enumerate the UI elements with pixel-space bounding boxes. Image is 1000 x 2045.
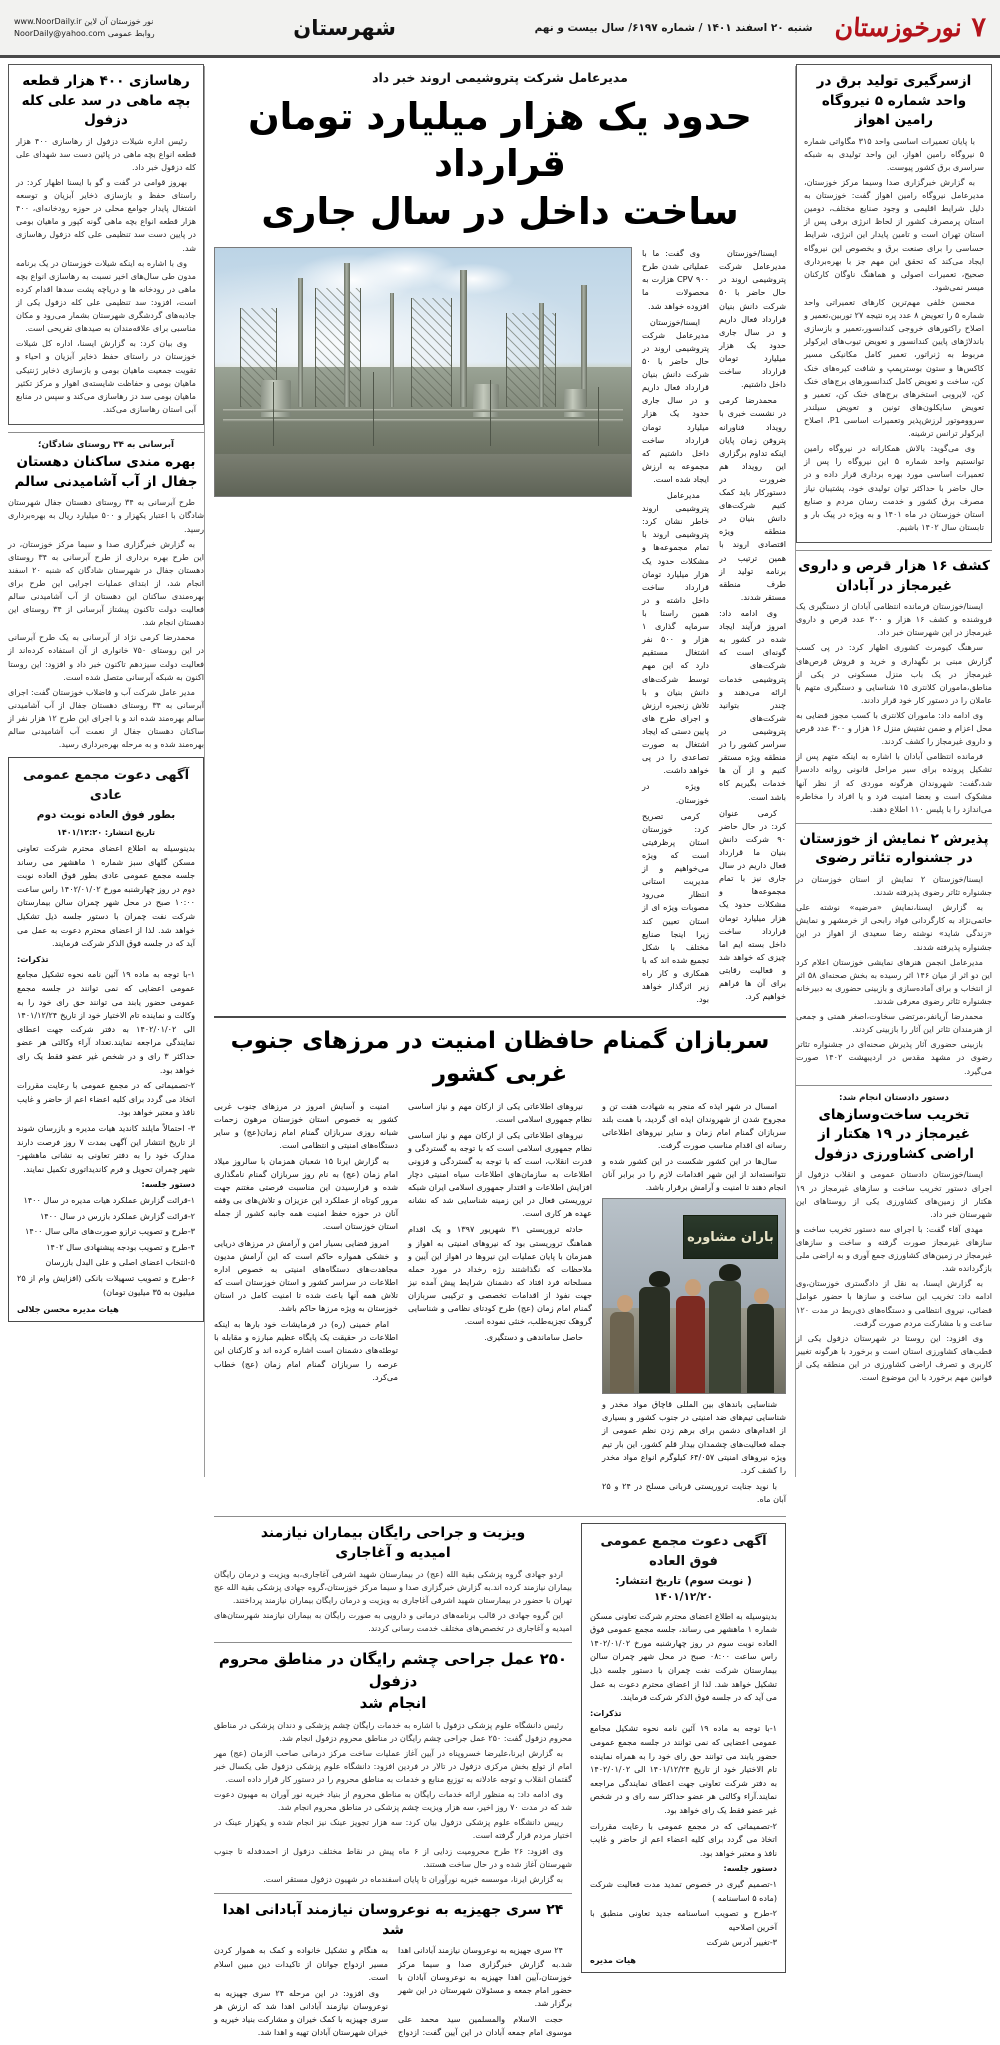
headline-line-1: حدود یک هزار میلیارد تومان قرارداد [248,95,752,186]
paragraph: سرهنگ کیومرث کشوری اظهار کرد: در پی کسب گزارش مبنی بر نگهداری و خرید و فروش قرص‌های غیرمجاز در یک باب منزل مسکونی در یکی از مناطق،ماموران کلانتری ۱۵ شناسایی و دستگیری متهم با عاملان را در دستور کار خود قرار دادند. [796,642,992,705]
kicker: آبرسانی به ۳۴ روستای شادگان؛ [38,439,174,450]
paragraph: نیروهای اطلاعاتی یکی از ارکان مهم و نیاز اساسی نظام جمهوری اسلامی است. [408,1100,592,1124]
left-column [8,64,204,1479]
bottom-article-dowry [214,1900,572,2041]
headline: ازسرگیری تولید برق در واحد شماره ۵ نیروگاه رامین اهواز [816,73,972,129]
paragraph: به گزارش خبرگزاری صدا وسیما مرکز خوزستان، مدیرعامل نیروگاه رامین اهواز گفت: خوزستان به دلیل شرایط اقلیمی و وجود صنایع مختلف، دومین استان پرمصرف کشور از لحاظ انرژی برقی پس از استان تهران است و تامین پایدار این انرژی، شرایط حساسی را برای صنعت برق و بخصوص این نیروگاه ایجاد می‌کند که تحقق این مهم جز با بهره‌برداری صحیح، تعمیرات اصولی و هماهنگ ناوگان کارکنان میسر نمی‌شود. [804,177,984,292]
paragraph: با پایان تعمیرات اساسی واحد ۳۱۵ مگاواتی شماره ۵ نیروگاه رامین اهواز، این واحد تولیدی به شبکه سراسری برق کشور پیوست. [804,135,984,172]
paragraph: فرمانده انتظامی آبادان با اشاره به اینکه متهم پس از تشکیل پرونده برای سیر مراحل قانونی روانه دادسرا شد،گفت: شهروندان هرگونه موردی که از نظر آنها مشکوک است و بعضا امنیت فرد و یا افراد را مخاطره می‌اندازد را با پلیس ۱۱۰ اطلاع دهند. [796,751,992,814]
mid-feature-article [214,1025,786,1509]
headline-line-2: انجام شد [359,1693,427,1712]
paragraph: ۲-تصمیماتی که در مجمع عمومی با رعایت مقررات اتخاذ می گردد برای کلیه اعضاء اعم از حاضر و غایب نافذ و معتبر خواهد بود. [590,1820,777,1858]
banner-text: باران مشاوره [687,1229,774,1245]
headline-line-1: ویزیت و جراحی رایگان بیماران نیازمند [260,1525,526,1542]
notes-label: تذکرات: [590,1707,622,1718]
paragraph: به گزارش ایرنا،علیرضا خسروپناه در آیین آغاز عملیات ساخت مرکز درمانی صاحب الزمان (عج) مهر امام از تولع بخش مرکزی دزفول در تالار در فردین افزود: دانشگاه علوم پزشکی دزفول طی یکسال خبر گفتمان انقلاب و توجه عادلانه به توزیع منابع و خدمات به مناطق محروم را در دستور کار قرار داده است. [214,1747,572,1784]
website-label: نور خوزستان آن لاین [84,16,154,26]
photo-banner [683,1215,778,1260]
headline: پذیرش ۲ نمایش از خوزستان در جشنواره تئاتر رضوی [799,830,989,867]
kicker: دستور دادستان انجام شد: [839,1092,949,1103]
right-article-theater-festival [796,830,992,1078]
masthead-contact [14,16,155,40]
paragraph: مدیرعامل انجمن هنرهای نمایشی خوزستان اعلام کرد این دو اثر از میان ۱۴۶ اثر رسیده به بخش صحنه‌ای ۵۸ اثر از انتخاب و برای آماده‌سازی و بازبینی حضوری به دبیرخانه جشنواره تئاتر رضوی معرفی شدند. [796,956,992,1006]
ad-round: ( نوبت سوم) [684,1575,752,1588]
divider [214,1516,786,1517]
mid-feature-headline: سربازان گمنام حافظان امنیت در مرزهای جنوب غربی کشور [230,1027,770,1088]
agenda-item: ۶-طرح و تصویب تسهیلات بانکی (افزایش وام از ۲۵ میلیون به ۳۵ میلیون تومان) [17,1272,195,1297]
divider [214,1016,786,1018]
paragraph: ۳- احتمالاً مایلند کاندید هیات مدیره و بازرسان شوند از تاریخ انتشار این آگهی بمدت ۷ روز فرصت دارند مدارک خود را به دفتر تعاونی به نشانی ماهشهر- شهر چمران تحویل و فرم کاندیداتوری تکمیل نمایند. [17,1122,195,1174]
article-body [214,1568,572,1636]
ad-headline: آگهی دعوت مجمع عمومی عادی [22,768,190,803]
headline-line-1: ۲۵۰ عمل جراحی چشم رایگان در مناطق محروم دزفول [218,1650,568,1691]
mid-feature-body [214,1100,786,1510]
paragraph: ایسنا/خوزستان مدیرعامل شرکت پتروشیمی اروند در حال حاضر با ۵۰ شرکت دانش بنیان قرارداد فعال داریم و در سال جاری حدود یک هزار میلیارد تومان قرارداد ساخت داخل داشتیم که مجموعه به ارزش ایجاد شده است. [642,316,709,484]
ad-signature: هیات مدیره محسن جلالی [17,1304,119,1315]
paragraph: بازبینی حضوری آثار پذیرش صحنه‌ای در جشنواره تئاتر رضوی در مشهد مقدس در اردیبهشت ۱۴۰۲ صورت می‌گیرد. [796,1039,992,1076]
article-body [16,135,196,416]
border-guards-photo [602,1198,786,1394]
paragraph: اردو جهادی گروه پزشکی بقیة الله (عج) در بیمارستان شهید اشرفی آغاجاری،به ویزیت و درمان رایگان بیماران نیازمند کرده اند.به گزارش خبرگزاری صدا و سیما مرکز خوزستان،گروه جهادی پزشکی بقیة الله عج تهران با حضور در بیمارستان شهید اشرفی آغاجاری به ویزیت و درمان رایگان بیماران نیازمند پرداختند. [214,1568,572,1605]
ad-date-value: ۱۴۰۱/۱۲/۲۰ [654,1590,713,1603]
divider [214,1893,572,1894]
paragraph: محمدرضا آریانفر،مرتضی سخاوت،اصغر همتی و جمعی از هنرمندان تئاتر این آثار را بازبینی کردند. [796,1011,992,1035]
paragraph: ایسنا/خوزستان دادستان عمومی و انقلاب دزفول از اجرای دستور تخریب ساخت و سازهای غیرمجاز در ۱۹ هکتار از زمین‌های کشاورزی یکی از روستاهای این شهرستان خبر داد. [796,1169,992,1219]
paragraph: بهروز قوامی در گفت و گو با ایسنا اظهار کرد: در راستای حفظ و بازسازی ذخایر آبزیان و توسعه اشتغال پایدار جوامع محلی در حوزه رودخانه‌ای، ۴۰۰ هزار قطعه انواع بچه ماهی گونه کپور و ماهیان بومی در پایین دست سد تنظیمی علی کله دزفول رهاسازی شد. [16,177,196,253]
paragraph: حجت الاسلام والمسلمین سید محمد علی موسوی امام جمعه آبادان در این آیین گفت: ازدواج به هنگام و تشکیل خانواده و کمک به هموار کردن مسیر ازدواج جوانان از تاکیدات دین مبین اسلام است. [214,1945,572,2038]
paragraph: وی بیان کرد: به گزارش ایسنا، اداره کل شیلات خوزستان در راستای حفظ ذخایر آبزیان و احیاء و تقویت جمعیت ماهیان بومی و بازسازی ذخایر ژنتیکی ماهیان بومی و حفاظت شایسته‌ی اهوار و مرکز تکثیر ماهیان بومی سد دز رهاسازی می‌کند و سپس در منابع آبی استان رهاسازی می‌کند. [16,338,196,414]
right-article-illegal-pills [796,557,992,816]
paragraph: به گزارش ایسنا،نمایش «مرضیه» نوشته علی حاتمی‌نژاد به کارگردانی فواد رابحی از خرمشهر و نمایش «زندگی شاید» نوشته رضا سعیدی از اهواز در این جشنواره پذیرفته شدند. [796,902,992,952]
article-body [796,600,992,816]
paragraph: ویژه در خوزستان. [642,781,709,805]
paragraph: ۲۴ سری جهیزیه به نوعروسان نیازمند آبادانی اهدا شد.به گزارش خبرگزاری صدا و سیما مرکز خوزستان،آیین اهدا جهیزیه به نوعروسان آبادان با حضور امام جمعه و مسئولان شهرستان در این شهر برگزار شد. [398,1945,572,2008]
agenda-title: دستور جلسه: [723,1863,777,1874]
lead-kicker: مدیرعامل شرکت پتروشیمی اروند خبر داد [372,70,628,85]
ad-subtitle [590,1574,777,1606]
lead-headline [214,93,786,235]
page-number: ۷ [971,12,986,43]
paragraph: مدیر عامل شرکت آب و فاضلاب خوزستان گفت: اجرای آبرسانی به ۳۴ روستای دهستان جفال از آب آشامیدنی سالم بهره‌مند شده اند و با اجرای این طرح ۱۲ هزار نفر از ساکنان دهستان جفال از نعمت آب آشامیدنی سالم بهره‌مند شده و به مرحله بهره‌برداری رسید. [8,686,204,750]
paragraph: رئیس اداره شیلات دزفول از رهاسازی ۴۰۰ هزار قطعه انواع بچه ماهی در پائین دست سد شهدای علی کله دزفول خبر داد. [16,135,196,172]
article-body [8,496,204,751]
paragraph: وی گفت: ما با عملیاتی شدن طرح CPV ۹۰۰ هزارت به محصولات ما افزوده خواهد شد. [642,248,710,311]
paragraph: ایسنا/خوزستان ۲ نمایش از استان خوزستان در جشنواره تئاتر رضوی پذیرفته شدند. [796,873,992,898]
ad-body [17,842,195,1299]
agenda-item: ۲-قرائت گزارش عملکرد بازرس در سال ۱۴۰۰ [39,1210,195,1221]
ad-golhaye-sabz [8,757,204,1322]
paragraph: ۱-با توجه به ماده ۱۹ آئین نامه نحوه تشکیل مجامع عمومی اعضایی که نمی توانند در جلسه مجمع عمومی حضور یابند می توانند حق رای خود را به وکالت و نماینده تام الاختیار خود از تاریخ ۱۴۰۱/۱۲/۲۴ الی ۱۴۰۲/۰۱/۰۲ به دفتر شرکت جهت اعطای نمایندگی مراجعه نمایند.تعداد آراء وکالتی هر عضو حداکثر ۳ رای و در شخص غیر عضو فقط یک رای خواهد بود. [17,969,195,1075]
paragraph: وی ادامه داد: به منظور ارائه خدمات رایگان به مناطق محروم از بنیاد خیریه نور آوران به مهبون دعوت شد که در مدت ۷۰ روز اخیر، سه هزار ویزیت چشم پزشکی در مناطق محروم انجام شد. [214,1789,572,1813]
ad-signature: هیات مدیره [590,1954,636,1965]
divider [796,823,992,824]
paragraph: وی با اشاره به اینکه شیلات خوزستان در یک برنامه مدون طی سال‌های اخیر نسبت به رهاسازی انواع بچه ماهی در رودخانه ها و دریاچه پشت سدها اقدام کرده است، افزود: سد تنظیمی علی کله دزفول یکی از جاذبه‌های گردشگری شهرستان بشمار می‌رود و مکان مناسبی برای علاقه‌مندان به صیدهای تفریحی است. [16,257,196,334]
agenda-item: ۳-طرح و تصویب ترازو صورت‌های مالی سال ۱۴۰۰ [25,1226,195,1237]
divider [796,1085,992,1086]
paragraph: به گزارش ایرنا ۱۵ شعبان همزمان با سالروز میلاد امام زمان (عج) به نام روز سربازان گمنام نامگذاری شده و فرارسیدن این مناسبت فرصتی مغتنم جهت مرور کوتاه از عملکرد این عزیزان و تلاش‌های بی وقفه آنان در حوزه حفظ امنیت همه جانبه کشور از جمله استان خوزستان است. [214,1155,398,1232]
divider [796,550,992,551]
headline-line-2: ساخت داخل در سال جاری [261,189,739,233]
article-body [214,1719,572,1886]
paragraph: ۲-تصمیماتی که در مجمع عمومی با رعایت مقررات اتخاذ می گردد برای کلیه اعضاء اعم از حاضر و غایب نافذ و معتبر خواهد بود. [17,1080,195,1118]
left-article-fish-release [8,64,204,425]
bottom-row [214,1523,786,2045]
paragraph: بدینوسیله به اطلاع اعضای محترم شرکت تعاونی مسکن شماره ۱ ماهشهر می رساند، جلسه مجمع عمومی فوق العاده نوبت سوم در روز چهارشنبه مورخ ۱۴۰۲/۰۱/۰۲ راس ساعت ۰۸:۰۰ صبح در محل شهر چمران سالن بیمارستان شرکت نفت چمران با دستور جلسه ذیل تشکیل خواهد شد. لذا از اعضای محترم دعوت به عمل می آید که در جلسه فوق الذکر شرکت فرمایند. [590,1610,777,1703]
paragraph: وی ادامه داد: ماموران کلانتری با کسب مجوز قضایی به محل اعزام و ضمن تفتیش منزل ۱۶ هزار و ۳۰۰ عدد قرص و داروی غیرمجاز را کشف کردند. [796,709,992,747]
column-divider [204,66,205,1477]
paragraph: امسال در شهر ایذه که منجر به شهادت هفت تن و مجروح شدن از شهروندان ایذه ای گردید، با همت بلند سربازان گمنام امام زمان و سایر نیروهای اطلاعاتی رسانه ای اقدام مناسب صورت گرفت. [602,1100,786,1150]
masthead [0,0,1000,58]
ad-date [17,828,195,837]
mid-col-1 [214,1100,398,1387]
paragraph: وی می‌گوید: بالاش همکارانه در نیروگاه رامین توانستیم واحد شماره ۵ این نیروگاه را پس از تعمیرات اساسی مورد بهره برداری قرار داده و در حال حاضر با حداکثر توان تولیدی خود، پشتیبان نیاز مصرف برق کشور و خدمت رسان مردم و صنایع استان خوزستان در ماه ۱۴۰۱ و به ویژه در پیک بار و تابستان سال ۱۴۰۲ باشیم. [804,443,984,532]
paragraph: امام خمینی (ره) در فرمایشات خود بارها به اینکه اطلاعات در حقیقت یک پایگاه عظیم مبارزه و مقابله با توطئه‌های دشمنان است اشاره کرده اند و کارکنان این عرصه را سربازان گمنام امام زمان (عج) خطاب می‌کرد. [214,1319,398,1382]
ad-date-label: تاریخ انتشار: [104,828,156,838]
divider [8,432,204,433]
dateline: شنبه ۲۰ اسفند ۱۴۰۱ / شماره ۶۱۹۷/ سال بیست و نهم [534,21,813,34]
paragraph: رئیس دانشگاه علوم پزشکی دزفول با اشاره به خدمات رایگان چشم پزشکی و دندان پزشکی در مناطق محروم دزفول گفت: ۲۵۰ عمل جراحی چشم رایگان در مناطق محروم دزفول انجام شد. [214,1719,572,1743]
mid-col-2 [408,1100,592,1348]
article-body [796,1168,992,1384]
paragraph: مهدی آقاء گفت: با اجرای سه دستور تخریب ساخت و سازهای غیرمجاز صورت گرفته و ساخت و سازهای غیرمجاز در زمین‌های کشاورزی جمع آوری و به اراضی ملی بازگردانده شد. [796,1223,992,1274]
ad-subtitle: بطور فوق العاده نوبت دوم [36,809,176,822]
paragraph: محمدرضا کرمی در نشست خبری با رویداد فناورانه پتروفن زمان پایان اینکه تداوم برگزاری این رویداد هم ضرورت در دستورکار باید کمک کنیم شرکت‌های دانش بنیان در منطقه ویژه اقتصادی اروند با همین ترتیب در برنامه تولید از طرف منطقه مستقر شدند. [719,395,786,602]
article-body [804,135,984,534]
headline: بهره مندی ساکنان دهستان جفال از آب آشامیدنی سالم [14,454,198,490]
lead-photo-wrapper [214,247,632,497]
paragraph: بدینوسیله به اطلاع اعضای محترم شرکت تعاونی مسکن گلهای سبز شماره ۱ ماهشهر می رساند جلسه مجمع عمومی عادی بطور فوق العاده نوبت دوم در روز چهارشنبه مورخ ۱۴۰۲/۰۱/۰۲ راس ساعت ۱۰:۰۰ صبح در محل شهر چمران سالن بیمارستان شرکت نفت چمران با دستور جلسه ذیل تشکیل خواهد شد. لذا از اعضای محترم دعوت به عمل می آید که در جلسه فوق الذکر شرکت فرمایند. [17,843,195,949]
paragraph: وی افزود: در این مرحله ۲۴ سری جهیزیه به نوعروسان نیازمند آبادانی اهدا شد که ارزش هر سری جهیزیه با کمک خیران و مشارکت بنیاد خیریه و خیران شهرستان آبادان تهیه و اهدا شد. [214,1987,388,2038]
ad-date-label: تاریخ انتشار: [615,1575,682,1588]
agenda-item: ۲-طرح و تصویب اساسنامه جدید تعاونی منطبق با آخرین اصلاحیه [590,1908,777,1932]
ad-body [590,1610,777,1950]
divider [214,1642,572,1643]
headline: تخریب ساخت‌وسازهای غیرمجاز در ۱۹ هکتار از اراضی کشاورزی دزفول [814,1106,974,1162]
lead-text [642,247,786,1008]
lead-article [214,70,786,1008]
headline [214,1649,572,1714]
agenda-item: ۳-تغییر آدرس شرکت [706,1937,777,1948]
paragraph: به گزارش ایسنا، به نقل از دادگستری خوزستان،وی ادامه داد: تخریب این ساخت و سازها با حضور عوامل قضائی، نیروی انتظامی و دستگاه‌های ذی‌ربط در مدت ۱۲۰ ساعت و با مشارکت مردم صورت گرفت. [796,1278,992,1328]
agenda-item: ۱-قرائت گزارش عملکرد هیات مدیره در سال ۱۴۰۰ [23,1194,195,1205]
headline: رهاسازی ۴۰۰ هزار قطعه بچه ماهی در سد علی کله دزفول [21,73,191,129]
paragraph: حاصل ساماندهی و دستگیری. [484,1332,583,1343]
paragraph: طرح آبرسانی به ۳۴ روستای دهستان جفال شهرستان شادگان با اعتبار یکهزار و ۵۰۰ میلیارد ریال به بهره‌برداری رسید. [8,497,204,534]
paragraph: حادثه تروریستی ۳۱ شهریور ۱۳۹۷ و یک اقدام هماهنگ تروریستی بود که نیروهای امنیتی به اهواز و همزمان با پایان عملیات این نیروها در اهواز این آیین و ملاحظات که نگذاشتند رژه رخداد در مورد حمله مسلحانه فرد افتاد که دشمنان شرایط پیش آمده نیز جهت نفوذ از اقدامات تخصصی و ترکیبی سربازان گمنام امام زمان (عج) طرح کودتای نظامی و شناسایی گروهک تجزیه‌طلب، خنثی نموده است. [408,1224,592,1327]
agenda-title: دستور جلسه: [141,1179,195,1190]
article-body [214,1944,572,2040]
email-label: روابط عمومی [107,28,155,38]
website-url[interactable]: www.NoorDaily.ir [14,16,82,26]
paragraph: وی ادامه داد: امروز فرآیند ایجاد شده در کشور به گونه‌ای است که شرکت‌های پتروشیمی خدمات ارائه می‌دهند و چندر بتوانید شرکت‌های پتروشیمی در سراسر کشور را در منطقه ویژه مستقر کنیم و از آن ها خدمات بگیریم کاه باشد است. [719,608,786,802]
paragraph: کرمی عنوان کرد: در حال حاضر ۹۰ شرکت دانش بنیان ما قرارداد فعال داریم در سال جاری نیز با تمام مجموعه‌ها و مشکلات حدود یک هزار میلیارد تومان قرارداد ساخت داخل بسته ایم اما چیزی که خواهد شد و فعالیت رقابتی برای آن ها فراهم خواهیم کرد. [719,807,786,1002]
ad-date-value: ۱۴۰۱/۱۲:۲۰ [56,828,103,838]
petrochemical-plant-photo [214,247,632,497]
bottom-article-eye-surgery [214,1649,572,1886]
paragraph: به گزارش خبرگزاری صدا و سیما مرکز خوزستان، در این طرح بهره برداری از طرح آبرسانی به ۳۴ روستای دهستان جفال در شهرستان شادگان که شنبه ۲۰ اسفند انجام شد، از ابتدای عملیات اجرایی این طرح برای بهره‌مندی ساکنان این دهستان از آب آشامیدنی سالم فعالیت دولت تاکنون پیشتاز آبرسانی از ۳۴ روستای این دهستان انجام شد. [8,538,205,628]
agenda-item: ۵-انتخاب اعضای اصلی و علی البدل بازرسان [45,1257,195,1268]
headline: ۲۴ سری جهیزیه به نوعروسان نیازمند آبادانی اهدا شد [222,1901,564,1939]
ad-column [581,1523,786,1973]
article-body [796,873,992,1078]
paragraph: محسن خلفی مهم‌ترین کارهای تعمیراتی واحد شماره ۵ را تعویض ۸ عدد پره نتیجه ۲۷ توربین،تعمیر و اصلاح راکتورهای خروجی کندانسور،تعمیر و بازسازی باندلاژهای پایین کندانسور و تعویض تیوب‌های ایرکولر مربوط به ژنراتور، تعمیر کامل مکانیکی مسیر کاکس‌ها و ستون بوسترپمپ و شافت کیره‌های خنک کن، ساخت و تعویض کامل کندانسورهای برج‌های خنک کن، لایروبی استخرهای برج‌های خنک کن، تعمیر و تعویض سایکلون‌های تونین و تعویض سیلندر سرووموتور لرزش‌پذیر وتعمیرات اساسی P1، اصلاح ایرکولر ترانس ترشینه. [804,297,984,439]
agenda-item: ۴-طرح و تصویب بودجه پیشنهادی سال ۱۴۰۲ [46,1241,195,1252]
masthead-brand [535,14,986,41]
paragraph: محمدرضا کرمی نژاد از آبرسانی به یک طرح آبرسانی در این روستای ۷۵۰ خانواری از آن استفاده کرده‌اند از فعالیت دولت سیزدهم تاکنون خبر داد و افزود: این روستا اکنون به شبکه آبرسانی متصل شده است. [8,632,204,682]
paragraph: شناسایی باندهای بین المللی قاچاق مواد مخدر و شناسایی تیم‌های ضد امنیتی در جنوب کشور و بسیاری از اقدام‌های دشمن برای برهم زدن نظم عمومی از جمله فعالیت‌های چشمدان بیدار قلم کشور، این بار تیم ویژه نیروهای امنیتی ۶۴/۰۵۷ کیلوگرم انواع مواد مخدر را کشف کرد. [602,1399,786,1475]
paragraph: مدیرعامل پتروشیمی اروند خاطر نشان کرد: پتروشیمی اروند با تمام مجموعه‌ها و مشکلات حدود یک هزار میلیارد تومان قرارداد ساخت داخل داشته و در همین راستا با سرمایه گذاری ۱ هزار و ۵۰۰ نفر اشتغال مستقیم دارد که این مهم توسط شرکت‌های دانش بنیان و با تلاش زنجیره ارزش و اجرای طرح های پایین دستی که ایجاد اشتغال به صورت تصاعدی را در پی خواهد داشت. [642,490,710,776]
page-body [0,58,1000,2038]
paragraph: سال‌ها در این کشور شکست در این کشور شده و نتوانسته‌اند از این شهر اقدامات لازم را در برابر آنان انجام دهند تا امنیت و آرامش برقرار باشد. [602,1155,786,1193]
headline [214,1523,572,1564]
paragraph: امروز فضایی بسیار امن و آرامش در مرزهای دریایی و خشکی همواره حاکم است که این آرامش مدیون مجاهدت‌های دستگاه‌های امنیتی به خصوص اداره اطلاعات در سراسر کشور و استان خوزستان است که تلاش همه آنها باعث شده تا امنیت کامل در استان خوزستان به ویژه مرزها حاکم باشد. [214,1237,398,1314]
bottom-articles [214,1523,572,2045]
headline: کشف ۱۶ هزار قرص و داروی غیرمجاز در آبادان [798,557,990,594]
paragraph: رییس دانشگاه علوم پزشکی دزفول بیان کرد: سه هزار تجویز عینک نیز انجام شده و یکهزار عینک در اختیار مردم قرار گرفته است. [214,1817,572,1841]
headline-line-2: امیدیه و آغاجاری [335,1545,451,1562]
email-address[interactable]: NoorDaily@yahoo.com [14,28,106,38]
paragraph: وی افزود: ۲۶ طرح محرومیت زدایی از ۶ ماه پیش در نقاط مختلف دزفول از احمدفدله تا جنوب شهرستان آغاز شده و در حال ساخت هستند. [214,1845,572,1869]
newspaper-logo: نورخوزستان [833,13,963,42]
paragraph: ایسنا/خوزستان مدیرعامل شرکت پتروشیمی اروند در حال حاضر با ۵۰ شرکت دانش بنیان قرارداد فعال داریم و در سال جاری حدود یک هزار میلیارد تومان قرارداد ساخت داخل داشتیم. [719,248,786,390]
paragraph: وی افزود: این روستا در شهرستان دزفول یکی از قطب‌های کشاورزی استان است و برخورد با هرگونه تغییر کاربری و تصرف اراضی کشاورزی در این منطقه یکی از قوانین مهم برخورد با این موضوع است. [796,1332,992,1383]
paragraph: ۱-با توجه به ماده ۱۹ آئین نامه نحوه تشکیل مجامع عمومی اعضایی که نمی توانند در جلسه مجمع عمومی حضور یابند می توانند حق رای خود را به همراه نماینده تام الاختیار خود از تاریخ ۱۴۰۱/۱۲/۲۴ الی ۱۴۰۲/۰۱/۰۲ به دفتر شرکت تعاونی جهت اعطای نمایندگی مراجعه نمایند.آراء وکالتی هر عضو حداکثر سه رای و در شخص غیر عضو فقط یک رای خواهد بود. [590,1723,777,1815]
ad-nobat-sevom [581,1523,786,1973]
right-article-power-plant [796,64,992,543]
paragraph: نیروهای اطلاعاتی یکی از ارکان مهم و نیاز اساسی نظام جمهوری اسلامی است که با توجه به گستردگی و قدرت انقلاب، است که با توجه به گستردگی و فزونی اطلاعات به سازمان‌های اطلاعات سیاه امنیتی دچار افزایش اطلاعات و اقتدار جمهوری اسلامی ایران شبکه تروریستی فعال در این زمینه شناسایی شد که نشانه عهده هر کاری است. [408,1129,592,1219]
main-column [205,64,795,2038]
paragraph: به گزارش ایرنا، موسسه خیریه نورآوران تا پایان اسفندماه در شهیون دزفول مستقر است. [263,1873,563,1884]
paragraph: با نوید جنایت تروریستی قربانی مسلح در ۲۴ و ۲۵ آبان ماه. [602,1480,786,1505]
ad-headline: آگهی دعوت مجمع عمومی فوق العاده [600,1534,767,1569]
right-column [796,64,992,1479]
right-article-illegal-construction [796,1092,992,1385]
paragraph: این گروه جهادی در قالب برنامه‌های درمانی و دارویی به صورت رایگان به بیماران نیازمند شهرستان‌های امیدیه و آغاجاری در تخصص‌های مختلف خدمت رسانی کردند. [214,1610,572,1634]
bottom-article-free-visit [214,1523,572,1635]
paragraph: ایسنا/خوزستان فرمانده انتظامی آبادان از دستگیری یک فروشنده و کشف ۱۶ هزار و ۳۰۰ عدد قرص و داروی غیرمجاز در این شهرستان خبر داد. [796,601,992,638]
paragraph: امنیت و آسایش امروز در مرزهای جنوب غربی کشور به خصوص استان خوزستان مرهون زحمات شبانه روزی سربازان گمنام امام زمان(عج) و سایر دستگاه‌های امنیتی و انتظامی است. [214,1100,398,1150]
lead-body [214,247,786,1008]
notes-label: تذکرات: [17,953,49,964]
left-article-water-supply [8,439,204,751]
agenda-item: ۱-تصمیم گیری در خصوص تمدید مدت فعالیت شرکت (ماده ۵ اساسنامه ) [590,1878,777,1903]
mid-col-3 [602,1100,786,1510]
column-divider [795,66,796,1477]
section-title: شهرستان [293,15,396,40]
paragraph: کرمی تصریح کرد: خوزستان استان پرظرفیتی است که ویژه می‌خواهیم و از مدیریت استانی انتظار می‌رود مصوبات ویژه ای از استان تعیین کند زیرا اینجا صنایع مختلف با شکل تجمیع شده اند که با همکاری و کار راه زیر اثرگذار خواهد بود. [642,810,709,1005]
